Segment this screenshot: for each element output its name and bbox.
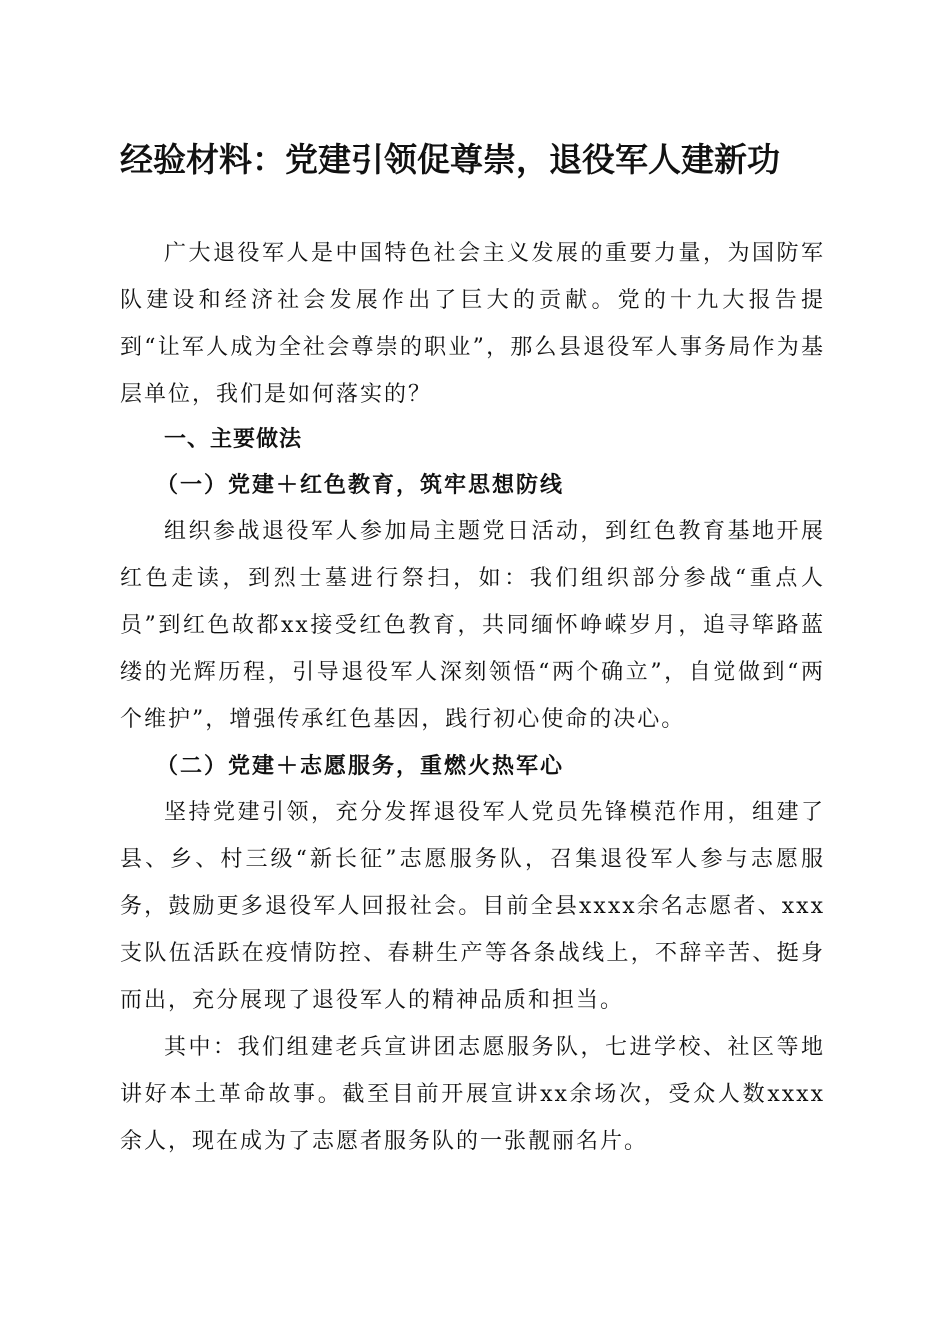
subsection-heading-volunteer-service: （二）党建＋志愿服务，重燃火热军心 — [156, 753, 565, 779]
document-title: 经验材料：党建引领促尊崇，退役军人建新功 — [120, 140, 780, 179]
section-heading-main-practices: 一、主要做法 — [164, 427, 303, 452]
subsection-heading-red-education: （一）党建＋红色教育，筑牢思想防线 — [156, 472, 565, 498]
intro-paragraph: 广大退役军人是中国特色社会主义发展的重要力量，为国防军队建设和经济社会发展作出了巨大的贡献。党的十九大报告提到“让军人成为全社会尊崇的职业”，那么县退役军人事务局作为基层单位，我们是如何落实的？ — [120, 241, 825, 407]
veteran-lecture-paragraph: 其中：我们组建老兵宣讲团志愿服务队，七进学校、社区等地讲好本土革命故事。截至目前开展宣讲xx余场次，受众人数xxxx余人，现在成为了志愿者服务队的一张靓丽名片。 — [120, 1035, 825, 1154]
document-body — [120, 230, 825, 1165]
red-education-paragraph: 组织参战退役军人参加局主题党日活动，到红色教育基地开展红色走读，到烈士墓进行祭扫，如：我们组织部分参战“重点人员”到红色故都xx接受红色教育，共同缅怀峥嵘岁月，追寻筚路蓝缕的光辉历程，引导退役军人深刻领悟“两个确立”，自觉做到“两个维护”，增强传承红色基因，践行初心使命的决心。 — [120, 519, 825, 732]
volunteer-service-paragraph: 坚持党建引领，充分发挥退役军人党员先锋模范作用，组建了县、乡、村三级“新长征”志愿服务队，召集退役军人参与志愿服务，鼓励更多退役军人回报社会。目前全县xxxx余名志愿者、xxx支队伍活跃在疫情防控、春耕生产等各条战线上，不辞辛苦、挺身而出，充分展现了退役军人的精神品质和担当。 — [120, 800, 825, 1013]
